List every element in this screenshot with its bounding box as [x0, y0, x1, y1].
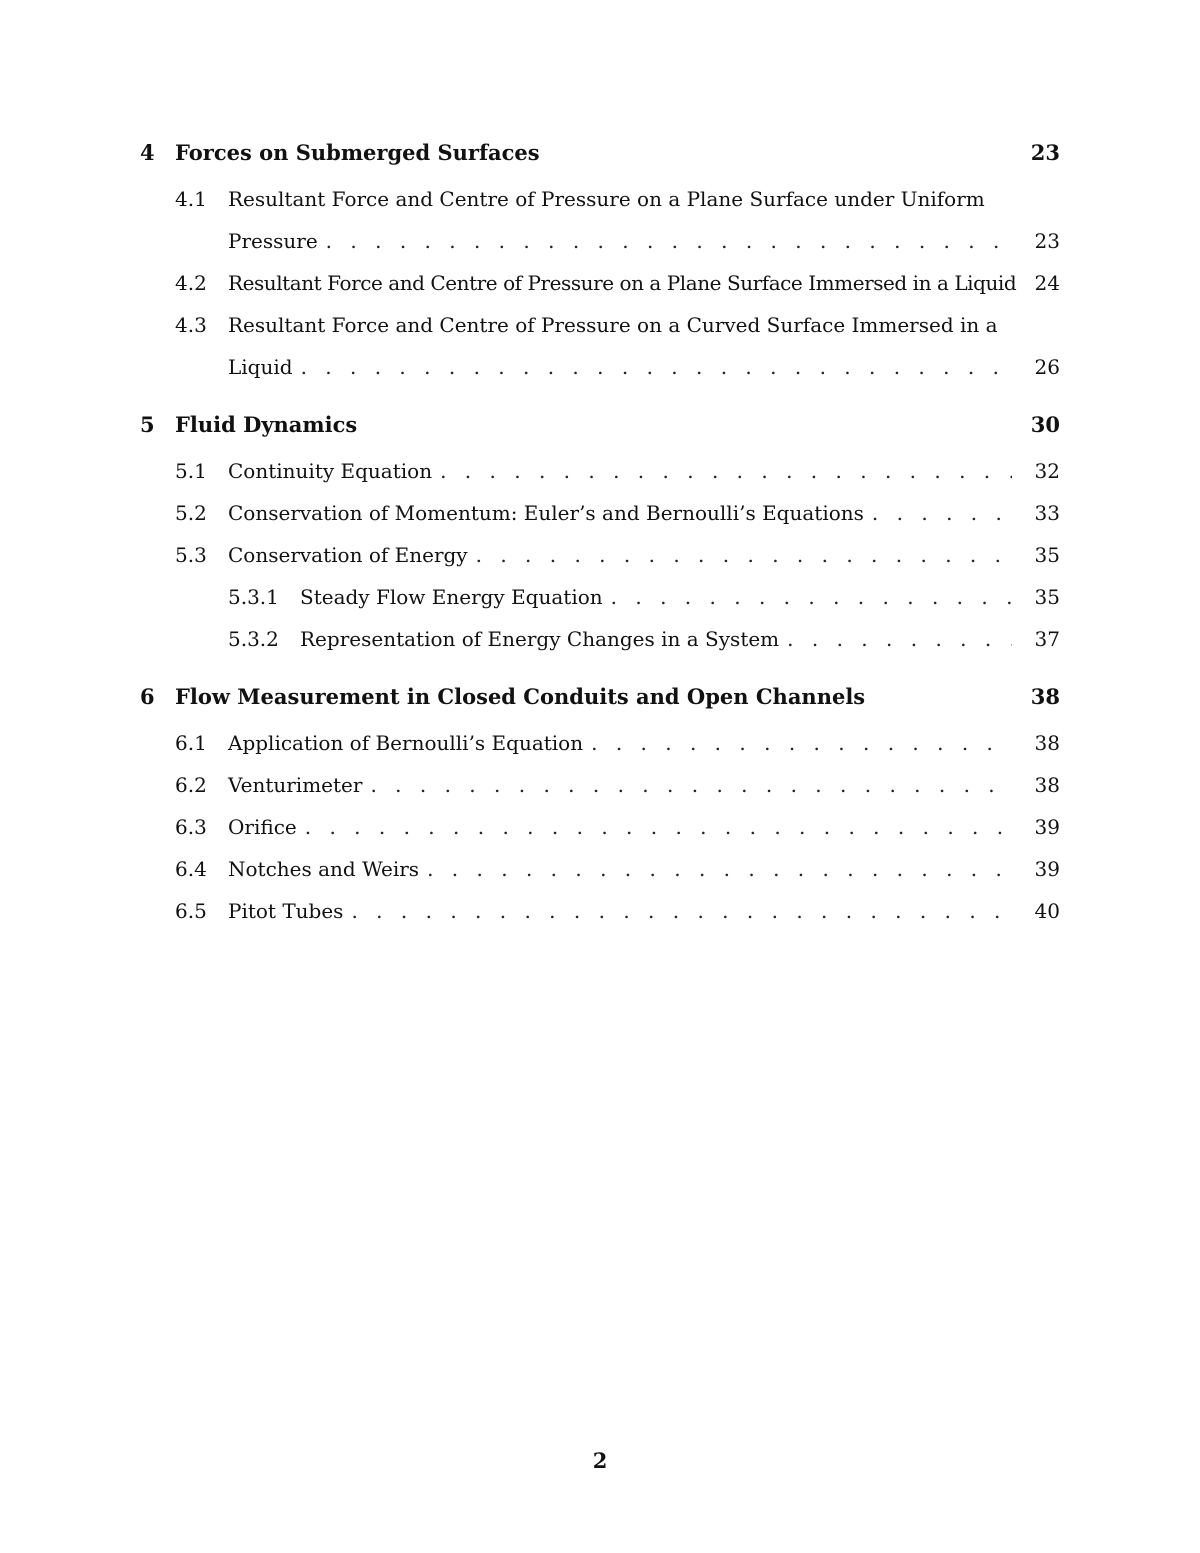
section-number: 4.3 — [175, 313, 207, 337]
toc-section-6-3[interactable] — [140, 806, 1060, 848]
section-page: 38 — [1034, 773, 1060, 797]
section-page: 39 — [1034, 815, 1060, 839]
section-title: Orifice — [228, 815, 297, 839]
chapter-title: Fluid Dynamics — [175, 412, 358, 437]
section-number: 6.5 — [175, 899, 207, 923]
section-page: 40 — [1034, 899, 1060, 923]
section-page: 33 — [1034, 501, 1060, 525]
page-number: 2 — [592, 1448, 608, 1473]
section-page: 39 — [1034, 857, 1060, 881]
section-title: Conservation of Momentum: Euler’s and Bernoulli’s Equations — [228, 501, 864, 525]
dot-leader — [611, 576, 1012, 618]
dot-leader — [301, 346, 1012, 388]
section-number: 4.1 — [175, 187, 207, 211]
toc-section-4-3[interactable] — [140, 304, 1060, 388]
section-title: Continuity Equation — [228, 459, 433, 483]
dot-leader — [440, 450, 1012, 492]
chapter-gap — [140, 660, 1060, 684]
dot-leader — [351, 890, 1012, 932]
toc-section-4-2[interactable] — [140, 262, 1060, 304]
toc-section-6-4[interactable] — [140, 848, 1060, 890]
chapter-page: 30 — [1030, 412, 1060, 437]
subsection-title: Steady Flow Energy Equation — [300, 585, 603, 609]
toc-subsection-5-3-1[interactable] — [140, 576, 1060, 618]
toc-section-6-2[interactable] — [140, 764, 1060, 806]
dot-leader — [476, 534, 1012, 576]
section-title: Application of Bernoulli’s Equation — [228, 731, 584, 755]
dot-leader — [787, 618, 1012, 660]
section-number: 6.3 — [175, 815, 207, 839]
toc-section-5-1[interactable] — [140, 450, 1060, 492]
section-page: 35 — [1034, 543, 1060, 567]
toc-chapter-5[interactable] — [140, 412, 1060, 450]
toc-section-6-1[interactable] — [140, 722, 1060, 764]
chapter-gap — [140, 388, 1060, 412]
chapter-number: 6 — [140, 684, 155, 709]
subsection-title: Representation of Energy Changes in a System — [300, 627, 780, 651]
toc-section-5-2[interactable] — [140, 492, 1060, 534]
chapter-title: Flow Measurement in Closed Conduits and Open Channels — [175, 684, 866, 709]
section-number: 5.3 — [175, 543, 207, 567]
toc-chapter-4[interactable] — [140, 140, 1060, 178]
chapter-page: 23 — [1030, 140, 1060, 165]
chapter-number: 5 — [140, 412, 155, 437]
section-number: 5.2 — [175, 501, 207, 525]
section-title: Resultant Force and Centre of Pressure on a Plane Surface Immersed in a Liquid — [228, 271, 1017, 295]
subsection-number: 5.3.1 — [228, 585, 279, 609]
section-page: 24 — [1034, 271, 1060, 295]
chapter-number: 4 — [140, 140, 155, 165]
toc-section-5-3[interactable] — [140, 534, 1060, 576]
section-number: 6.4 — [175, 857, 207, 881]
toc-section-4-1[interactable] — [140, 178, 1060, 262]
subsection-number: 5.3.2 — [228, 627, 279, 651]
dot-leader — [326, 220, 1012, 262]
dot-leader — [370, 764, 1012, 806]
toc-section-6-5[interactable] — [140, 890, 1060, 932]
table-of-contents — [140, 140, 1060, 932]
section-title-line-1: Resultant Force and Centre of Pressure on a Plane Surface under Uniform — [228, 187, 985, 211]
section-title: Notches and Weirs — [228, 857, 420, 881]
section-page: 23 — [1034, 229, 1060, 253]
subsection-page: 37 — [1034, 627, 1060, 651]
toc-subsection-5-3-2[interactable] — [140, 618, 1060, 660]
section-page: 32 — [1034, 459, 1060, 483]
section-title-line-2: Pressure — [228, 229, 318, 253]
chapter-page: 38 — [1030, 684, 1060, 709]
dot-leader — [305, 806, 1012, 848]
section-number: 6.1 — [175, 731, 207, 755]
dot-leader — [427, 848, 1012, 890]
section-title-line-2: Liquid — [228, 355, 293, 379]
dot-leader — [591, 722, 1012, 764]
section-page: 26 — [1034, 355, 1060, 379]
toc-chapter-6[interactable] — [140, 684, 1060, 722]
section-number: 5.1 — [175, 459, 207, 483]
section-title: Pitot Tubes — [228, 899, 344, 923]
section-number: 4.2 — [175, 271, 207, 295]
section-title: Venturimeter — [228, 773, 363, 797]
section-page: 38 — [1034, 731, 1060, 755]
chapter-title: Forces on Submerged Surfaces — [175, 140, 540, 165]
section-title: Conservation of Energy — [228, 543, 468, 567]
section-title-line-1: Resultant Force and Centre of Pressure on a Curved Surface Immersed in a — [228, 313, 998, 337]
section-number: 6.2 — [175, 773, 207, 797]
subsection-page: 35 — [1034, 585, 1060, 609]
dot-leader — [872, 492, 1012, 534]
